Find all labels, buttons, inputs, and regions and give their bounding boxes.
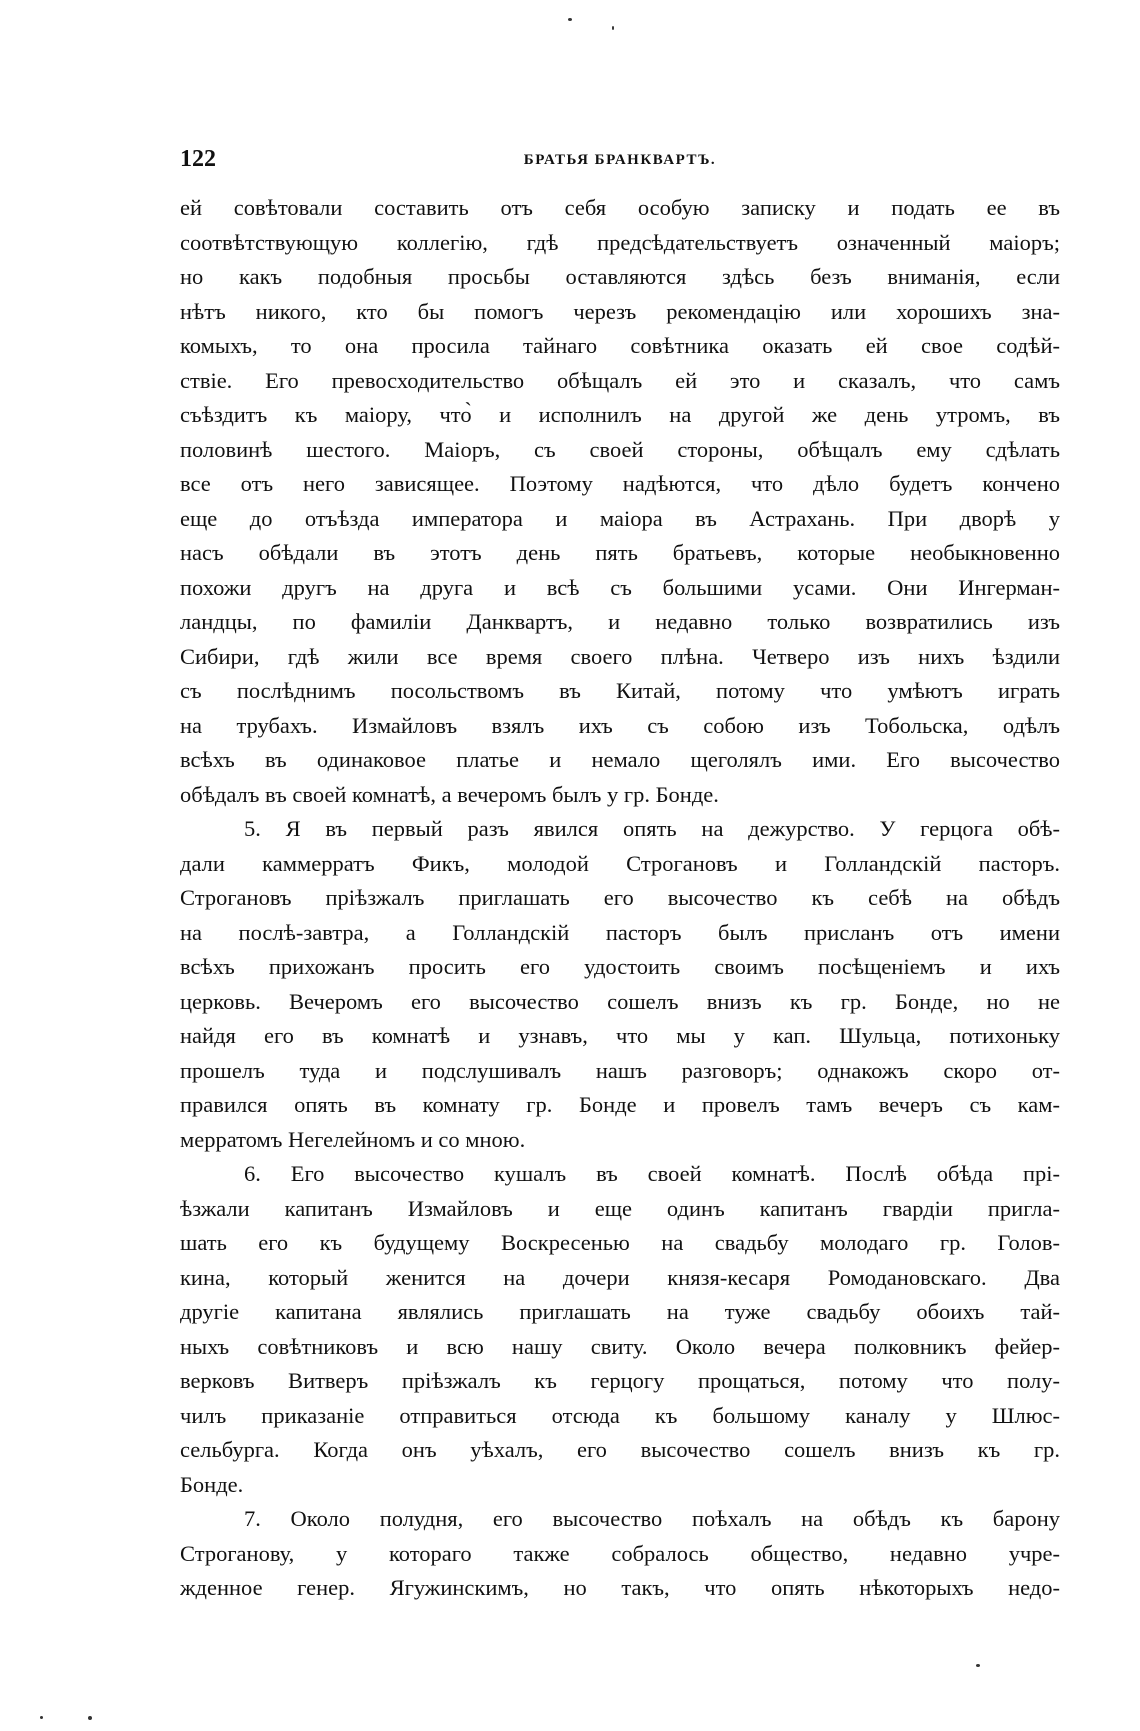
paragraph-start-line: 7. Около полудня, его высочество поѣхалъ на обѣдъ къ барону — [244, 1506, 1060, 1531]
text-line: чилъ приказаніе отправиться отсюда къ большому каналу у Шлюс- — [180, 1402, 1060, 1428]
text-line: на послѣ-завтра, а Голландскій пасторъ былъ присланъ отъ имени — [180, 919, 1060, 945]
text-line: ныхъ совѣтниковъ и всю нашу свиту. Около вечера полковникъ фейер- — [180, 1333, 1060, 1359]
text-line: церковь. Вечеромъ его высочество сошелъ внизъ къ гр. Бонде, но не — [180, 988, 1060, 1014]
text-line: всѣхъ прихожанъ просить его удостоить своимъ посѣщеніемъ и ихъ — [180, 954, 1060, 979]
text-line: другіе капитана являлись приглашать на туже свадьбу обоихъ тай- — [180, 1299, 1060, 1324]
scan-speck — [88, 1716, 92, 1720]
text-line: съ послѣднимъ посольствомъ въ Китай, потому что умѣютъ играть — [180, 678, 1060, 703]
text-line: похожи другъ на друга и всѣ съ большими усами. Они Ингерман- — [180, 574, 1060, 600]
paragraph-start-line: 6. Его высочество кушалъ въ своей комнатѣ. Послѣ обѣда прі- — [244, 1161, 1060, 1186]
text-line: дали каммерратъ Фикъ, молодой Строгановъ и Голландскій пасторъ. — [180, 850, 1060, 876]
text-line: сельбурга. Когда онъ уѣхалъ, его высочество сошелъ внизъ къ гр. — [180, 1437, 1060, 1462]
paragraph-start-line: 5. Я въ первый разъ явился опять на дежурство. У герцога обѣ- — [244, 816, 1060, 841]
text-line: всѣхъ въ одинаковое платье и немало щеголялъ ими. Его высочество — [180, 747, 1060, 772]
text-line: мерратомъ Негелейномъ и со мною. — [180, 1126, 526, 1152]
text-line: нѣтъ никого, кто бы помогъ черезъ рекомендацію или хорошихъ зна- — [180, 298, 1060, 324]
text-line: съѣздитъ къ маіору, что̀ и исполнилъ на другой же день утромъ, въ — [180, 402, 1060, 427]
body-text — [180, 191, 1060, 1606]
text-line: Бонде. — [180, 1471, 244, 1497]
scan-speck — [568, 18, 572, 21]
text-line: ѣзжали капитанъ Измайловъ и еще одинъ капитанъ гвардіи пригла- — [180, 1195, 1060, 1221]
text-line: кина, который женится на дочери князя-кесаря Ромодановскаго. Два — [180, 1264, 1060, 1290]
text-line: ландцы, по фамиліи Данквартъ, и недавно только возвратились изъ — [180, 609, 1060, 634]
text-line: Строганову, у котораго также собралось общество, недавно учре- — [180, 1540, 1060, 1566]
text-line: правился опять въ комнату гр. Бонде и провелъ тамъ вечеръ съ кам- — [180, 1092, 1060, 1117]
text-line: насъ обѣдали въ этотъ день пять братьевъ, которые необыкновенно — [180, 540, 1060, 565]
text-line: ствіе. Его превосходительство обѣщалъ ей это и сказалъ, что самъ — [180, 367, 1060, 393]
page-header — [180, 146, 1060, 178]
text-line: все отъ него зависящее. Поэтому надѣются, что дѣло будетъ кончено — [180, 471, 1060, 496]
text-line: жденное генер. Ягужинскимъ, но такъ, что опять нѣкоторыхъ недо- — [180, 1575, 1060, 1600]
text-line: Строгановъ пріѣзжалъ приглашать его высочество къ себѣ на обѣдъ — [180, 885, 1060, 910]
scan-speck — [40, 1716, 43, 1719]
text-line: обѣдалъ въ своей комнатѣ, а вечеромъ былъ у гр. Бонде. — [180, 781, 719, 807]
text-line: на трубахъ. Измайловъ взялъ ихъ съ собою изъ Тобольска, одѣлъ — [180, 712, 1060, 738]
scan-speck — [612, 26, 614, 30]
text-line: комыхъ, то она просила тайнаго совѣтника оказать ей свое содѣй- — [180, 333, 1060, 358]
text-line: половинѣ шестого. Маіоръ, съ своей стороны, обѣщалъ ему сдѣлать — [180, 436, 1060, 462]
text-line: ей совѣтовали составить отъ себя особую записку и подать ее въ — [180, 195, 1060, 220]
running-title: БРАТЬЯ БРАНКВАРТЪ. — [523, 152, 717, 168]
text-line: прошелъ туда и подслушивалъ нашъ разговоръ; однакожъ скоро от- — [180, 1057, 1060, 1083]
page-number: 122 — [180, 146, 216, 172]
text-line: Сибири, гдѣ жили все время своего плѣна. Четверо изъ нихъ ѣздили — [180, 643, 1060, 669]
text-line: верковъ Витверъ пріѣзжалъ къ герцогу прощаться, потому что полу- — [180, 1368, 1060, 1393]
text-line: соотвѣтствующую коллегію, гдѣ предсѣдательствуетъ означенный маіоръ; — [180, 229, 1060, 255]
text-line: еще до отъѣзда императора и маіора въ Астрахань. При дворѣ у — [180, 505, 1060, 531]
text-line: найдя его въ комнатѣ и узнавъ, что мы у кап. Шульца, потихоньку — [180, 1023, 1060, 1048]
text-line: шать его къ будущему Воскресенью на свадьбу молодаго гр. Голов- — [180, 1230, 1060, 1255]
scan-speck — [976, 1664, 980, 1667]
text-line: но какъ подобныя просьбы оставляются здѣсь безъ вниманія, если — [180, 264, 1060, 289]
